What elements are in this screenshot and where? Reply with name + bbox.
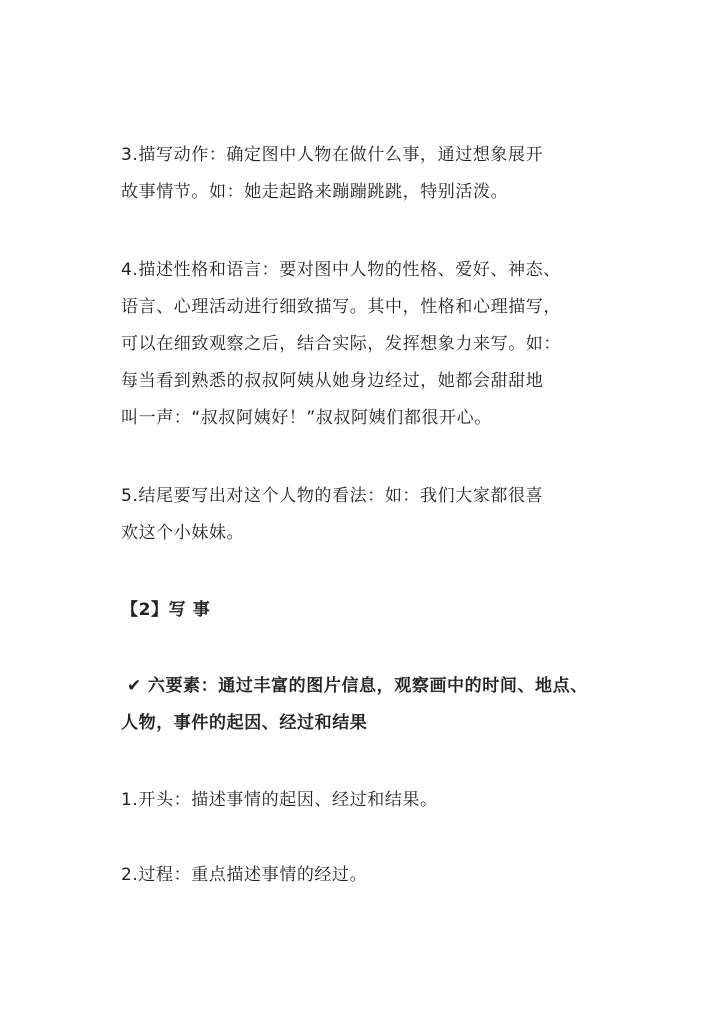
text-line: 可以在细致观察之后，结合实际，发挥想象力来写。如： (121, 334, 561, 354)
paragraph-describe-character (121, 252, 621, 437)
text-line: 叫一声：“叔叔阿姨好！”叔叔阿姨们都很开心。 (121, 408, 492, 428)
text-line: 故事情节。如：她走起路来蹦蹦跳跳，特别活泼。 (121, 182, 509, 202)
paragraph-describe-actions (121, 137, 621, 211)
step-process: 2.过程：重点描述事情的经过。 (121, 865, 368, 885)
section-heading: 【2】写 事 (121, 600, 211, 620)
text-line: 4.描述性格和语言：要对图中人物的性格、爱好、神态、 (121, 260, 561, 280)
six-elements-paragraph (121, 668, 621, 742)
step-opening: 1.开头：描述事情的起因、经过和结果。 (121, 790, 438, 810)
six-elements-line-2: 人物，事件的起因、经过和结果 (121, 713, 368, 733)
check-icon: ✔ (127, 676, 142, 696)
text-line: 5.结尾要写出对这个人物的看法：如：我们大家都很喜 (121, 486, 544, 506)
text-line (121, 668, 621, 705)
text-line: 每当看到熟悉的叔叔阿姨从她身边经过，她都会甜甜地 (121, 371, 544, 391)
text-line: 语言、心理活动进行细致描写。其中，性格和心理描写， (121, 297, 561, 317)
text-line: 欢这个小妹妹。 (121, 523, 245, 543)
six-elements-line-1: 六要素：通过丰富的图片信息，观察画中的时间、地点、 (147, 676, 588, 696)
text-line: 3.描写动作：确定图中人物在做什么事，通过想象展开 (121, 145, 544, 165)
paragraph-ending (121, 478, 621, 552)
